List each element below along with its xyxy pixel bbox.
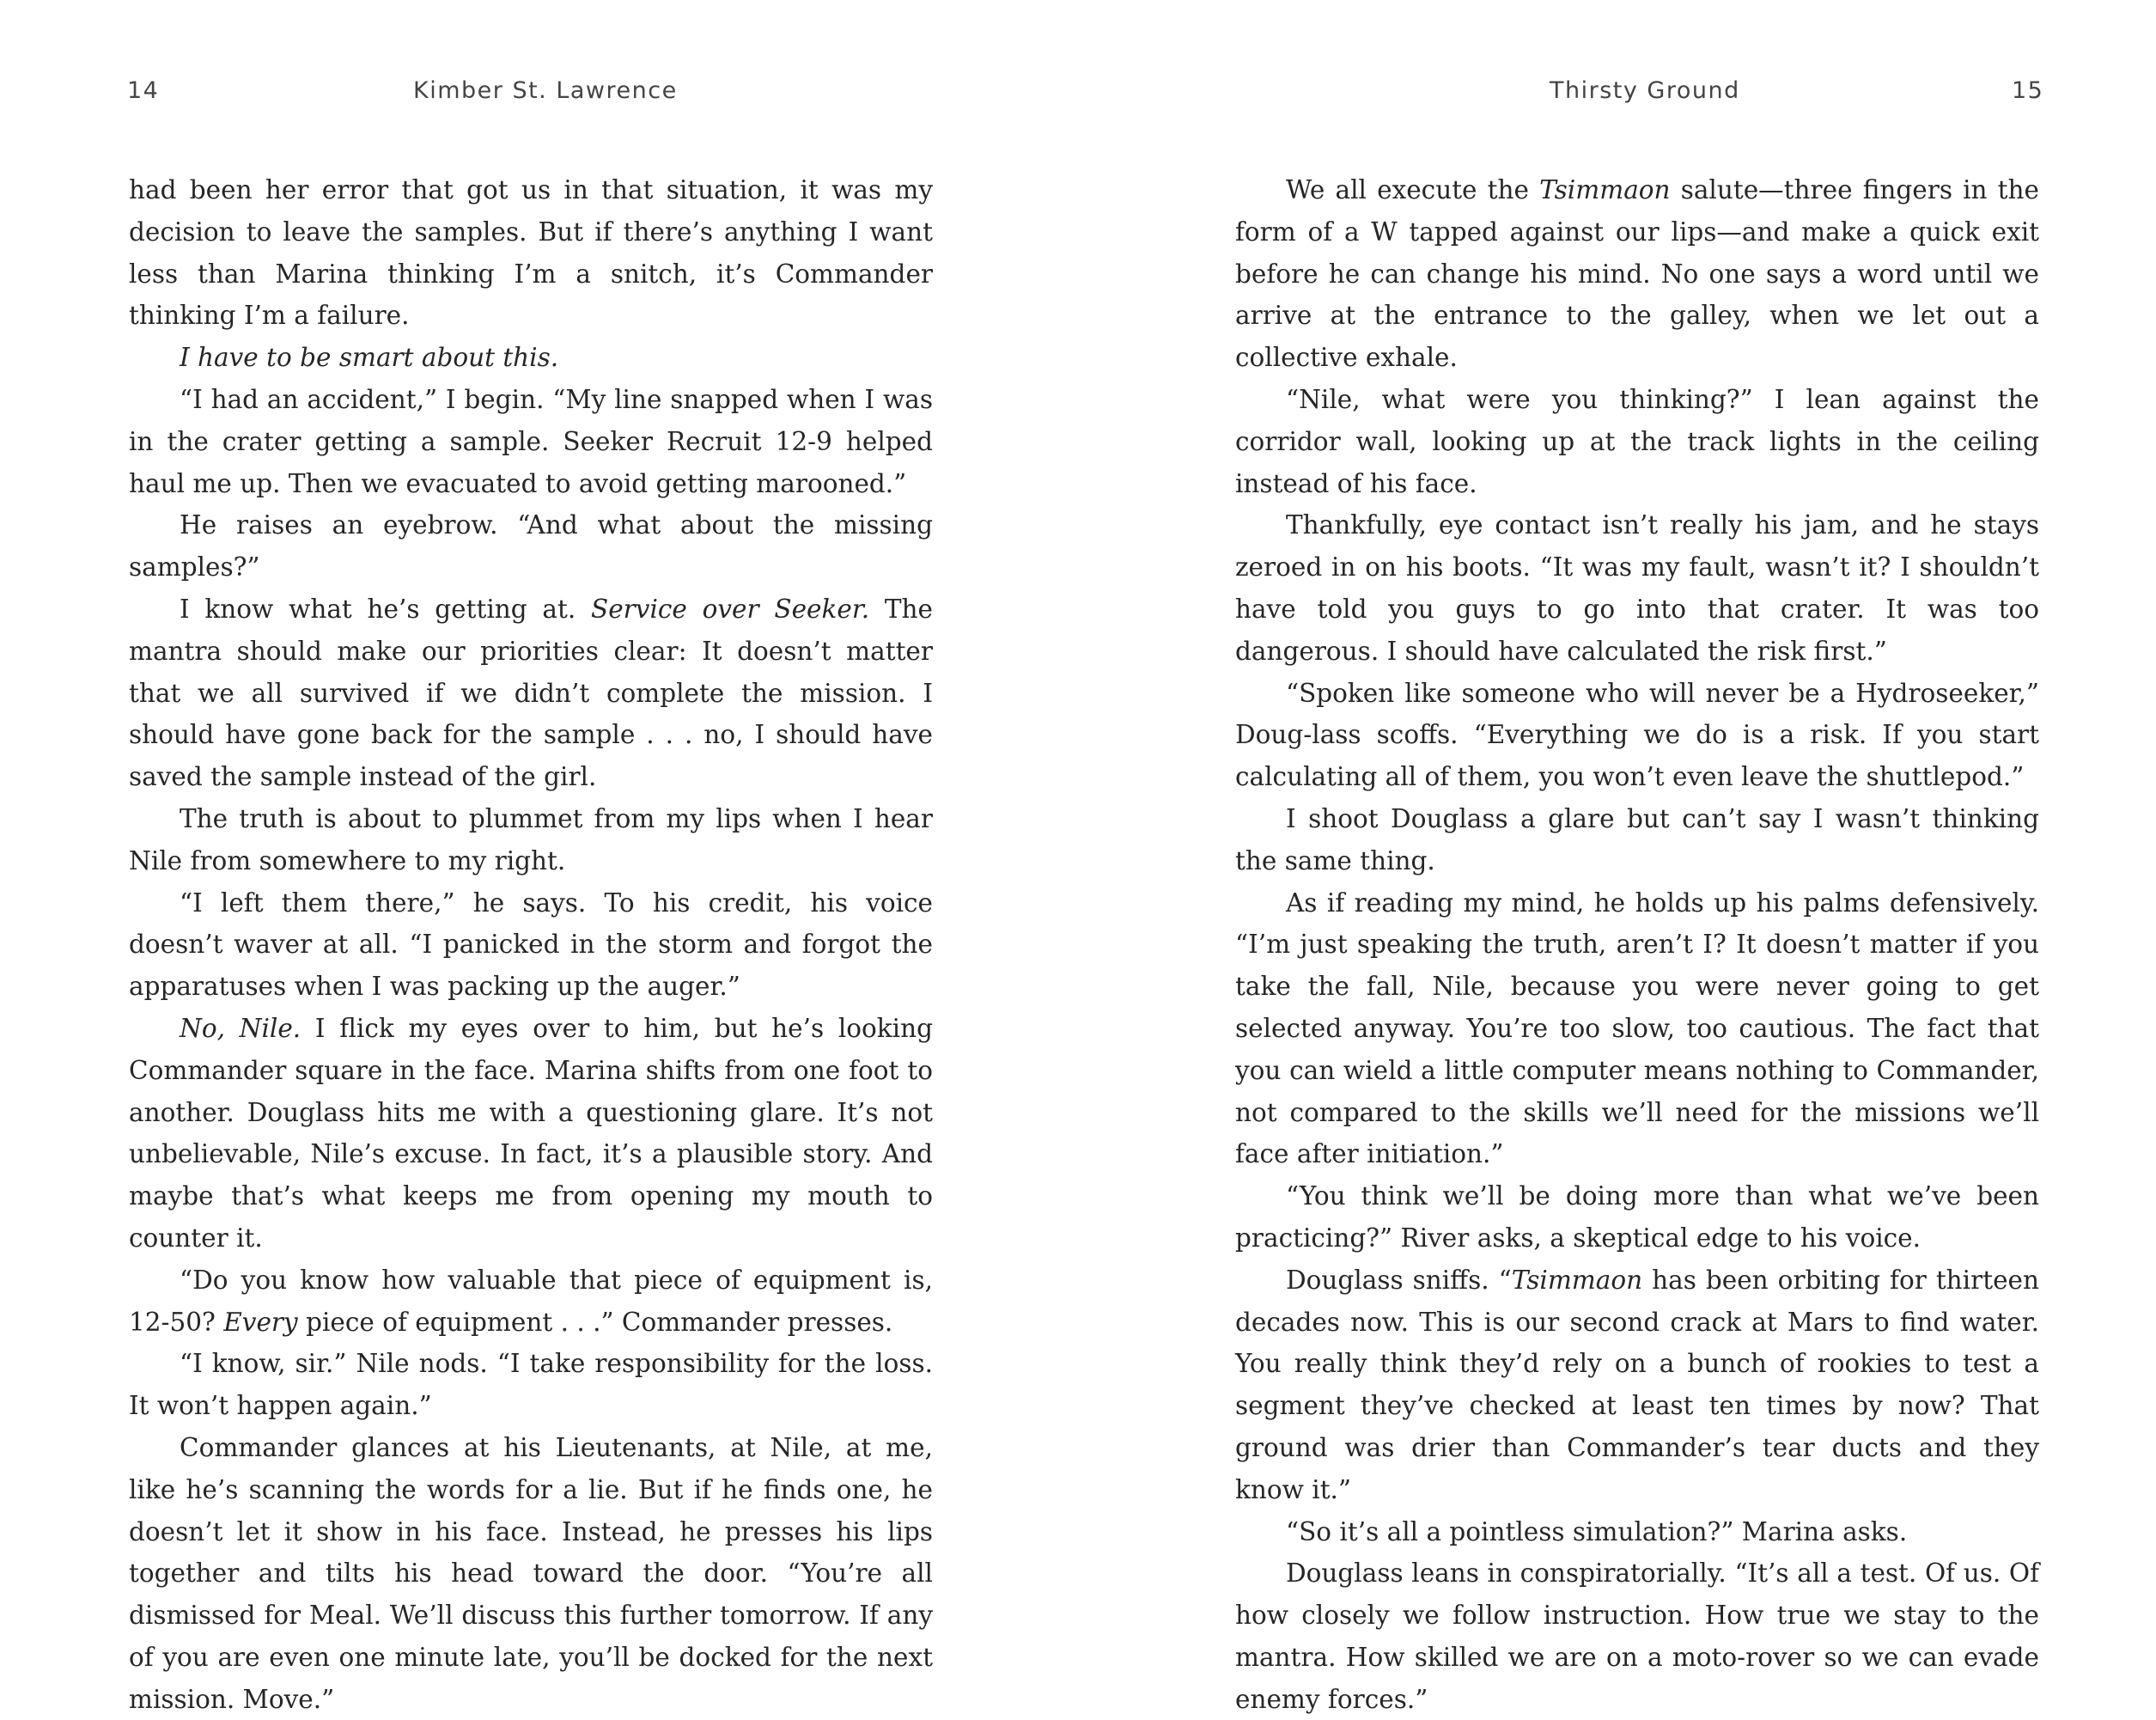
text-segment: “Nile, what were you thinking?” I lean against the corridor wall, looking up at the track lights in the ceiling instead of his face. bbox=[1235, 384, 2039, 498]
text-segment: Douglass leans in conspiratorially. “It’s all a test. Of us. Of how closely we follow instruction. How true we stay to the mantra. How skilled we are on a moto-rover so we can evade enemy forces.” bbox=[1235, 1558, 2039, 1714]
text-segment: has been orbiting for thirteen decades now. This is our second crack at Mars to find water. You really think they’d rely on a bunch of rookies to test a segment they’ve checked at least ten times by now? That ground was drier than Commander’s tear ducts and they know it.” bbox=[1235, 1265, 2039, 1504]
paragraph bbox=[1235, 798, 2039, 882]
text-segment: As if reading my mind, he holds up his palms defensively. “I’m just speaking the truth, aren’t I? It doesn’t matter if you take the fall, Nile, because you were never going to get selected anyway. You’re too slow, too cautious. The fact that you can wield a little computer means nothing to Commander, not compared to the skills we’ll need for the missions we’ll face after initiation.” bbox=[1235, 887, 2039, 1169]
text-segment: We all execute the bbox=[1286, 175, 1540, 204]
paragraph bbox=[1235, 1175, 2039, 1260]
italic-text: Tsimmaon bbox=[1539, 175, 1671, 204]
paragraph bbox=[129, 1343, 933, 1427]
paragraph bbox=[129, 1008, 933, 1260]
text-segment: “Spoken like someone who will never be a Hydroseeker,” Doug-lass scoffs. “Everything we do is a risk. If you start calculating all of them, you won’t even leave the shuttlepod.” bbox=[1235, 678, 2039, 792]
text-segment: Thankfully, eye contact isn’t really his jam, and he stays zeroed in on his boots. “It was my fault, wasn’t it? I shouldn’t have told you guys to go into that crater. It was too dangerous. I should have calculated the risk first.” bbox=[1235, 510, 2039, 666]
right-page-body-text bbox=[1235, 169, 2039, 1720]
paragraph bbox=[1235, 1260, 2039, 1511]
text-segment: “So it’s all a pointless simulation?” Marina asks. bbox=[1286, 1516, 1908, 1546]
italic-text: I have to be smart about this. bbox=[180, 343, 559, 373]
paragraph bbox=[1235, 673, 2039, 798]
paragraph bbox=[129, 589, 933, 798]
paragraph bbox=[1235, 504, 2039, 672]
left-page bbox=[0, 0, 1078, 1714]
text-segment: “I know, sir.” Nile nods. “I take responsibility for the loss. It won’t happen again.” bbox=[129, 1349, 933, 1421]
italic-text: Tsimmaon bbox=[1511, 1265, 1643, 1295]
paragraph bbox=[129, 882, 933, 1008]
text-segment: The mantra should make our priorities clear: It doesn’t matter that we all survived if we didn’t complete the mission. I should have gone back for the sample . . . no, I should have saved the sample instead of the girl. bbox=[129, 594, 933, 792]
paragraph bbox=[1235, 1552, 2039, 1720]
text-segment: The truth is about to plummet from my lips when I hear Nile from somewhere to my right. bbox=[129, 803, 933, 875]
paragraph bbox=[129, 169, 933, 337]
text-segment: piece of equipment . . .” Commander presses. bbox=[297, 1307, 893, 1337]
text-segment: Commander glances at his Lieutenants, at Nile, at me, like he’s scanning the words for a lie. But if he finds one, he doesn’t let it show in his face. Instead, he presses his lips together and tilts his head toward the door. “You’re all dismissed for Meal. We’ll discuss this further tomorrow. If any of you are even one minute late, you’ll be docked for the next mission. Move.” bbox=[129, 1432, 933, 1714]
text-segment: “You think we’ll be doing more than what we’ve been practicing?” River asks, a skeptical edge to his voice. bbox=[1235, 1181, 2039, 1253]
page-number-left: 14 bbox=[127, 77, 160, 104]
text-segment: I flick my eyes over to him, but he’s looking Commander square in the face. Marina shifts from one foot to another. Douglass hits me with a questioning glare. It’s not unbelievable, Nile’s excuse. In fact, it’s a plausible story. And maybe that’s what keeps me from opening my mouth to counter it. bbox=[129, 1013, 933, 1253]
right-page bbox=[1078, 0, 2156, 1714]
text-segment: I know what he’s getting at. bbox=[180, 594, 592, 624]
running-head-author: Kimber St. Lawrence bbox=[413, 77, 678, 104]
paragraph bbox=[1235, 882, 2039, 1176]
paragraph bbox=[129, 379, 933, 504]
paragraph bbox=[129, 798, 933, 882]
text-segment: He raises an eyebrow. “And what about the missing samples?” bbox=[129, 510, 933, 582]
paragraph bbox=[1235, 1511, 2039, 1553]
paragraph bbox=[129, 1427, 933, 1720]
italic-text: Every bbox=[223, 1307, 298, 1337]
paragraph bbox=[129, 337, 933, 379]
text-segment: had been her error that got us in that situation, it was my decision to leave the samples. But if there’s anything I want less than Marina thinking I’m a snitch, it’s Commander thinking I’m a failure. bbox=[129, 175, 933, 331]
text-segment: Douglass sniffs. “ bbox=[1286, 1265, 1512, 1295]
paragraph bbox=[129, 1260, 933, 1344]
text-segment: “I had an accident,” I begin. “My line snapped when I was in the crater getting a sample. Seeker Recruit 12-9 helped haul me up. Then we evacuated to avoid getting marooned.” bbox=[129, 384, 933, 498]
running-head-title: Thirsty Ground bbox=[1550, 77, 1740, 104]
paragraph bbox=[1235, 379, 2039, 504]
page-number-right: 15 bbox=[2012, 77, 2044, 104]
text-segment: salute—three fingers in the form of a W tapped against our lips—and make a quick exit before he can change his mind. No one says a word until we arrive at the entrance to the galley, when we let out a collective exhale. bbox=[1235, 175, 2039, 373]
text-segment: “Do you know how valuable that piece of equipment is, 12-50? bbox=[129, 1265, 933, 1337]
paragraph bbox=[129, 504, 933, 589]
text-segment: I shoot Douglass a glare but can’t say I wasn’t thinking the same thing. bbox=[1235, 803, 2039, 875]
paragraph bbox=[1235, 169, 2039, 379]
italic-text: Service over Seeker. bbox=[591, 594, 870, 624]
left-page-body-text bbox=[129, 169, 933, 1720]
text-segment: “I left them there,” he says. To his credit, his voice doesn’t waver at all. “I panicked in the storm and forgot the apparatuses when I was packing up the auger.” bbox=[129, 887, 933, 1002]
italic-text: No, Nile. bbox=[180, 1013, 301, 1043]
